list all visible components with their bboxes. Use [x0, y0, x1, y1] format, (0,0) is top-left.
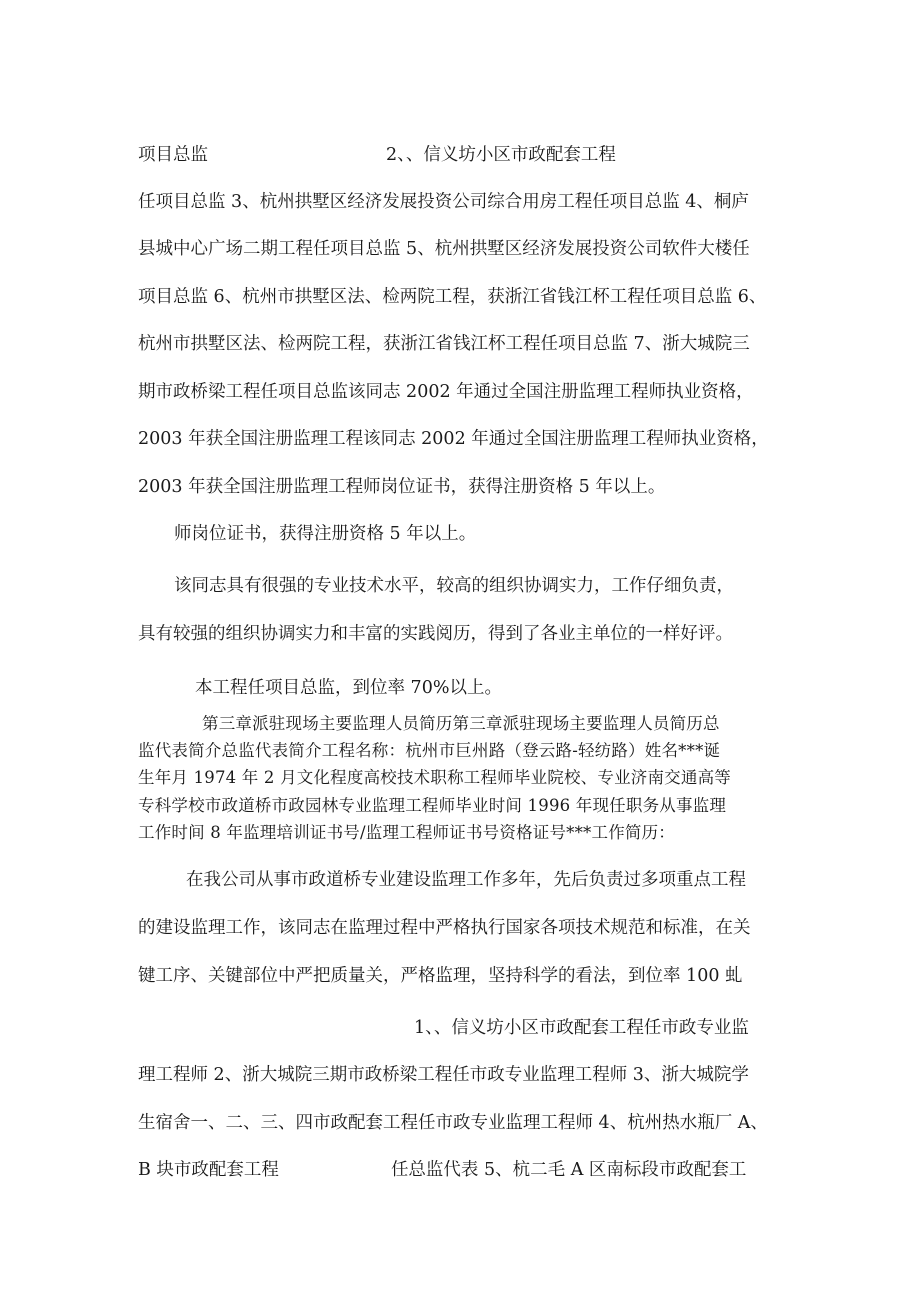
text-segment: 2、、信义坊小区市政配套工程 — [386, 145, 616, 165]
text-line: 生宿舍一、二、三、四市政配套工程任市政专业监理工程师 4、杭州热水瓶厂 A、 — [138, 1113, 768, 1133]
text-segment: 任总监代表 5、杭二毛 A 区南标段市政配套工 — [390, 1160, 747, 1180]
text-line: 键工序、关键部位中严把质量关，严格监理，坚持科学的看法，到位率 100 虬 — [138, 966, 743, 986]
text-line: 的建设监理工作，该同志在监理过程中严格执行国家各项技术规范和标准，在关 — [138, 918, 751, 938]
text-line: 专科学校市政道桥市政园林专业监理工程师毕业时间 1996 年现任职务从事监理 — [138, 796, 727, 815]
text-line: 在我公司从事市政道桥专业建设监理工作多年，先后负责过多项重点工程 — [186, 870, 746, 890]
text-line: 项目总监 6、杭州市拱墅区法、检两院工程，获浙江省钱江杯工程任项目总监 6、 — [138, 287, 767, 307]
text-line: 杭州市拱墅区法、检两院工程，获浙江省钱江杯工程任项目总监 7、浙大城院三 — [138, 334, 750, 354]
text-line: 1、、信义坊小区市政配套工程任市政专业监 — [414, 1018, 749, 1038]
text-segment: 项目总监 — [138, 145, 208, 165]
text-segment: B 块市政配套工程 — [138, 1160, 279, 1180]
text-line: 理工程师 2、浙大城院三期市政桥梁工程任市政专业监理工程师 3、浙大城院学 — [138, 1065, 749, 1085]
text-line — [138, 1158, 746, 1182]
text-line: 本工程任项目总监，到位率 70%以上。 — [195, 678, 502, 698]
text-line: 师岗位证书，获得注册资格 5 年以上。 — [174, 524, 477, 544]
text-line: 县城中心广场二期工程任项目总监 5、杭州拱墅区经济发展投资公司软件大楼任 — [138, 239, 750, 259]
text-line: 2003 年获全国注册监理工程师岗位证书，获得注册资格 5 年以上。 — [138, 477, 666, 497]
text-line: 2003 年获全国注册监理工程该同志 2002 年通过全国注册监理工程师执业资格， — [138, 429, 769, 449]
text-line — [138, 143, 616, 167]
text-line: 第三章派驻现场主要监理人员简历第三章派驻现场主要监理人员简历总 — [202, 714, 720, 733]
text-line: 监代表简介总监代表简介工程名称：杭州市巨州路（登云路-轻纺路）姓名***诞 — [138, 741, 721, 760]
text-line: 期市政桥梁工程任项目总监该同志 2002 年通过全国注册监理工程师执业资格， — [138, 382, 754, 402]
text-line: 工作时间 8 年监理培训证书号/监理工程师证书号资格证号***工作简历： — [138, 823, 675, 842]
text-line: 具有较强的组织协调实力和丰富的实践阅历，得到了各业主单位的一样好评。 — [138, 624, 733, 644]
text-line: 生年月 1974 年 2 月文化程度高校技术职称工程师毕业院校、专业济南交通高等 — [138, 768, 731, 787]
text-line: 任项目总监 3、杭州拱墅区经济发展投资公司综合用房工程任项目总监 4、桐庐 — [138, 192, 749, 212]
text-line: 该同志具有很强的专业技术水平，较高的组织协调实力，工作仔细负责， — [174, 576, 734, 596]
